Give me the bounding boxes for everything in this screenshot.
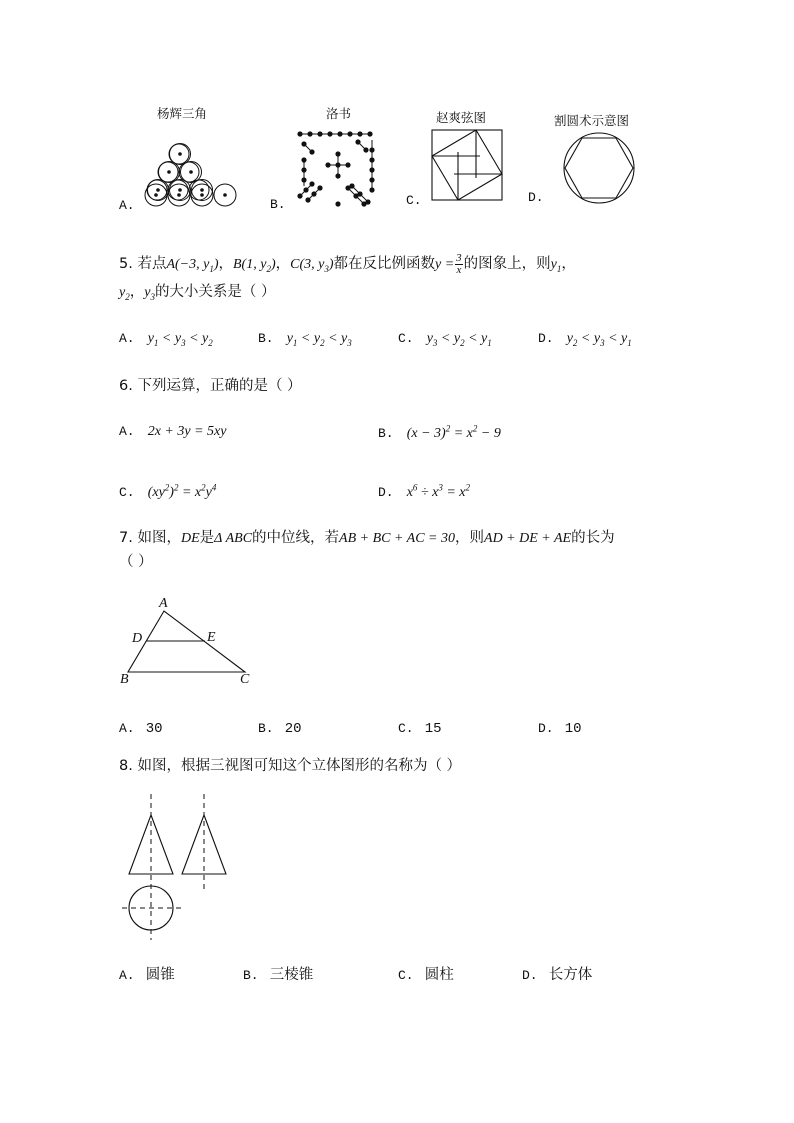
- caption-zhaoshuang-diagram: 赵爽弦图: [436, 110, 487, 125]
- q7-option-c[interactable]: C. 15: [398, 721, 442, 737]
- q5-point-b: B(1, $y_2$): [233, 257, 276, 274]
- q5-option-c[interactable]: C. $y_3 < y_2 < y_1$: [398, 331, 492, 348]
- q7-point-e: E: [207, 630, 216, 645]
- q5-option-d[interactable]: D. $y_2 < y_3 < y_1$: [538, 331, 632, 348]
- q4-option-a-label[interactable]: A.: [119, 198, 135, 213]
- q5-text-4: 的大小关系是（ ）: [154, 284, 276, 300]
- q7-point-a: A: [159, 596, 168, 611]
- q5-point-a: A(−3, $y_1$): [166, 257, 219, 274]
- q8-option-d[interactable]: D. 长方体: [522, 967, 593, 983]
- q5-stem-line-2: $y_2$，$y_3$的大小关系是（ ）: [119, 284, 276, 302]
- q8-option-c[interactable]: C. 圆柱: [398, 967, 454, 983]
- q5-number: 5.: [119, 256, 133, 272]
- yanghui-triangle-row-4: [140, 178, 240, 212]
- q6-option-d[interactable]: D. $x^6 \div x^3 = x^2$: [378, 482, 470, 500]
- q6-option-a[interactable]: A. 2x + 3y = 5xy: [119, 424, 227, 439]
- q8-three-view-figure: [118, 792, 228, 942]
- zhaoshuang-figure: [430, 128, 504, 202]
- q4-option-d-label[interactable]: D.: [528, 190, 544, 205]
- q7-stem-line-1: 7. 如图，DE是Δ ABC的中位线，若AB + BC + AC = 30，则AD + DE + AE的长为: [119, 530, 615, 546]
- q5-text-1: 若点: [137, 256, 167, 272]
- q8-option-a[interactable]: A. 圆锥: [119, 967, 175, 983]
- q7-option-b[interactable]: B. 20: [258, 721, 302, 737]
- q5-text-2: 都在反比例函数: [333, 256, 435, 272]
- q5-y2: $y_2$: [119, 285, 130, 302]
- q7-point-d: D: [132, 631, 143, 646]
- caption-circle-cutting: 割圆术示意图: [554, 113, 630, 128]
- q5-y3: $y_3$: [144, 285, 155, 302]
- q4-option-b-label[interactable]: B.: [270, 197, 286, 212]
- caption-luoshu: 洛书: [326, 106, 352, 121]
- q7-stem-line-2: （ ）: [119, 554, 153, 570]
- q5-option-a[interactable]: A. $y_1 < y_3 < y_2$: [119, 331, 213, 348]
- q5-text-3: 的图象上，则: [463, 256, 551, 272]
- q7-point-c: C: [240, 672, 250, 687]
- caption-yanghui-triangle: 杨辉三角: [157, 106, 208, 121]
- q6-stem: 6. 下列运算，正确的是（ ）: [119, 378, 302, 394]
- q8-option-b[interactable]: B. 三棱锥: [243, 967, 314, 983]
- q5-point-c: C(3, $y_3$): [290, 257, 334, 274]
- q6-option-c[interactable]: C. $(xy^2)^2 = x^2y^4$: [119, 482, 217, 500]
- q7-option-d[interactable]: D. 10: [538, 721, 582, 737]
- q7-point-b: B: [120, 672, 129, 687]
- luoshu-figure: [290, 124, 380, 210]
- q5-option-b[interactable]: B. $y_1 < y_2 < y_3$: [258, 331, 352, 348]
- q7-option-a[interactable]: A. 30: [119, 721, 163, 737]
- q5-stem-line-1: 5. 若点A(−3, $y_1$)，B(1, $y_2$)，C(3, $y_3$)都在反比例函数y = $\frac{3}{x}$ 的图象上，则$y_1$，: [119, 252, 576, 277]
- circle-cutting-figure: [561, 130, 637, 206]
- q8-stem: 8. 如图，根据三视图可知这个立体图形的名称为（ ）: [119, 758, 462, 774]
- q4-option-c-label[interactable]: C.: [406, 193, 422, 208]
- q6-option-b[interactable]: B. $(x - 3)^2 = x^2 - 9$: [378, 423, 501, 441]
- q5-y1: $y_1$: [550, 257, 562, 274]
- q5-function: y = $\frac{3}{x}$: [435, 252, 462, 277]
